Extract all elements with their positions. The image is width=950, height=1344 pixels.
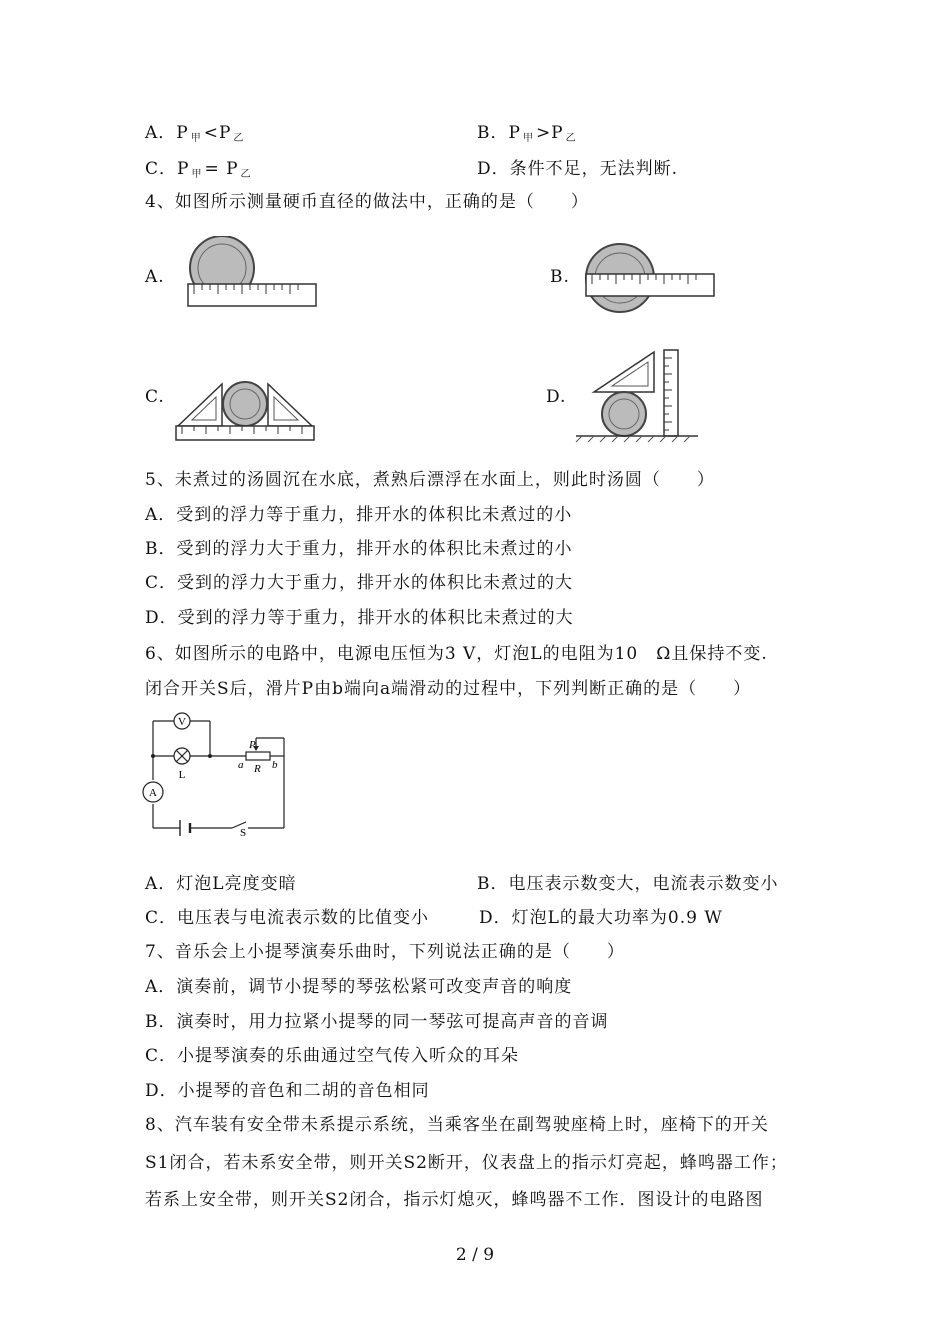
q4-label-a: A. xyxy=(145,267,165,287)
circuit-diagram xyxy=(136,706,296,836)
coin-ruler-figure-a xyxy=(180,236,320,312)
q3-option-d: D．条件不足，无法判断. xyxy=(477,159,679,179)
q4-label-b: B. xyxy=(550,267,570,287)
q3-option-c: C．P $_甲$ = P $_乙$ xyxy=(145,159,252,180)
q7-option-b: B．演奏时，用力拉紧小提琴的同一琴弦可提高声音的音调 xyxy=(145,1012,609,1032)
q5-option-a: A．受到的浮力等于重力，排开水的体积比未煮过的小 xyxy=(145,505,573,525)
ammeter-label: A xyxy=(149,787,157,799)
q5-stem: 5、未煮过的汤圆沉在水底，煮熟后漂浮在水面上，则此时汤圆（ ） xyxy=(145,470,715,490)
q5-option-c: C．受到的浮力大于重力，排开水的体积比未煮过的大 xyxy=(145,573,574,593)
q6-option-d: D．灯泡L的最大功率为0.9 W xyxy=(479,908,723,928)
q6-option-a: A．灯泡L亮度变暗 xyxy=(145,874,297,894)
q6-stem-line2: 闭合开关S后，滑片P由b端向a端滑动的过程中，下列判断正确的是（ ） xyxy=(145,679,752,699)
coin-triangles-figure-c xyxy=(172,374,318,450)
q7-option-a: A．演奏前，调节小提琴的琴弦松紧可改变声音的响度 xyxy=(145,977,573,997)
voltmeter-label: V xyxy=(178,716,186,728)
lamp-label: L xyxy=(178,769,186,781)
q8-line2: S1闭合，若未系安全带，则开关S2断开，仪表盘上的指示灯亮起，蜂鸣器工作； xyxy=(145,1153,788,1173)
switch-s-label: S xyxy=(240,827,247,836)
q5-option-d: D．受到的浮力等于重力，排开水的体积比未煮过的大 xyxy=(145,608,574,628)
q8-line1: 8、汽车装有安全带未系提示系统，当乘客坐在副驾驶座椅上时，座椅下的开关 xyxy=(145,1115,769,1135)
q4-label-c: C. xyxy=(145,387,165,407)
page-number: 2 / 9 xyxy=(455,1245,495,1265)
q3-option-a: A．P $_甲$ <P $_乙$ xyxy=(145,123,245,144)
q4-stem: 4、如图所示测量硬币直径的做法中，正确的是（ ） xyxy=(145,192,589,212)
terminal-a-label: a xyxy=(238,759,244,771)
terminal-b-label: b xyxy=(272,759,278,771)
q4-label-d: D. xyxy=(546,387,567,407)
rheostat-r-label: R xyxy=(254,763,261,775)
slider-p-label: P xyxy=(249,739,256,751)
q5-option-b: B．受到的浮力大于重力，排开水的体积比未煮过的小 xyxy=(145,539,573,559)
q7-option-d: D．小提琴的音色和二胡的音色相同 xyxy=(145,1081,430,1101)
coin-triangle-ruler-figure-d xyxy=(572,346,702,446)
q7-option-c: C．小提琴演奏的乐曲通过空气传入听众的耳朵 xyxy=(145,1046,520,1066)
q6-stem-line1: 6、如图所示的电路中，电源电压恒为3 V，灯泡L的电阻为10 Ω且保持不变. xyxy=(145,644,768,664)
q7-stem: 7、音乐会上小提琴演奏乐曲时，下列说法正确的是（ ） xyxy=(145,942,625,962)
q6-option-b: B．电压表示数变大，电流表示数变小 xyxy=(477,874,779,894)
q8-line3: 若系上安全带，则开关S2闭合，指示灯熄灭，蜂鸣器不工作．图设计的电路图 xyxy=(145,1190,764,1210)
coin-ruler-figure-b xyxy=(580,240,720,316)
q6-option-c: C．电压表与电流表示数的比值变小 xyxy=(145,908,430,928)
q3-option-b: B．P $_甲$ >P $_乙$ xyxy=(477,123,577,144)
